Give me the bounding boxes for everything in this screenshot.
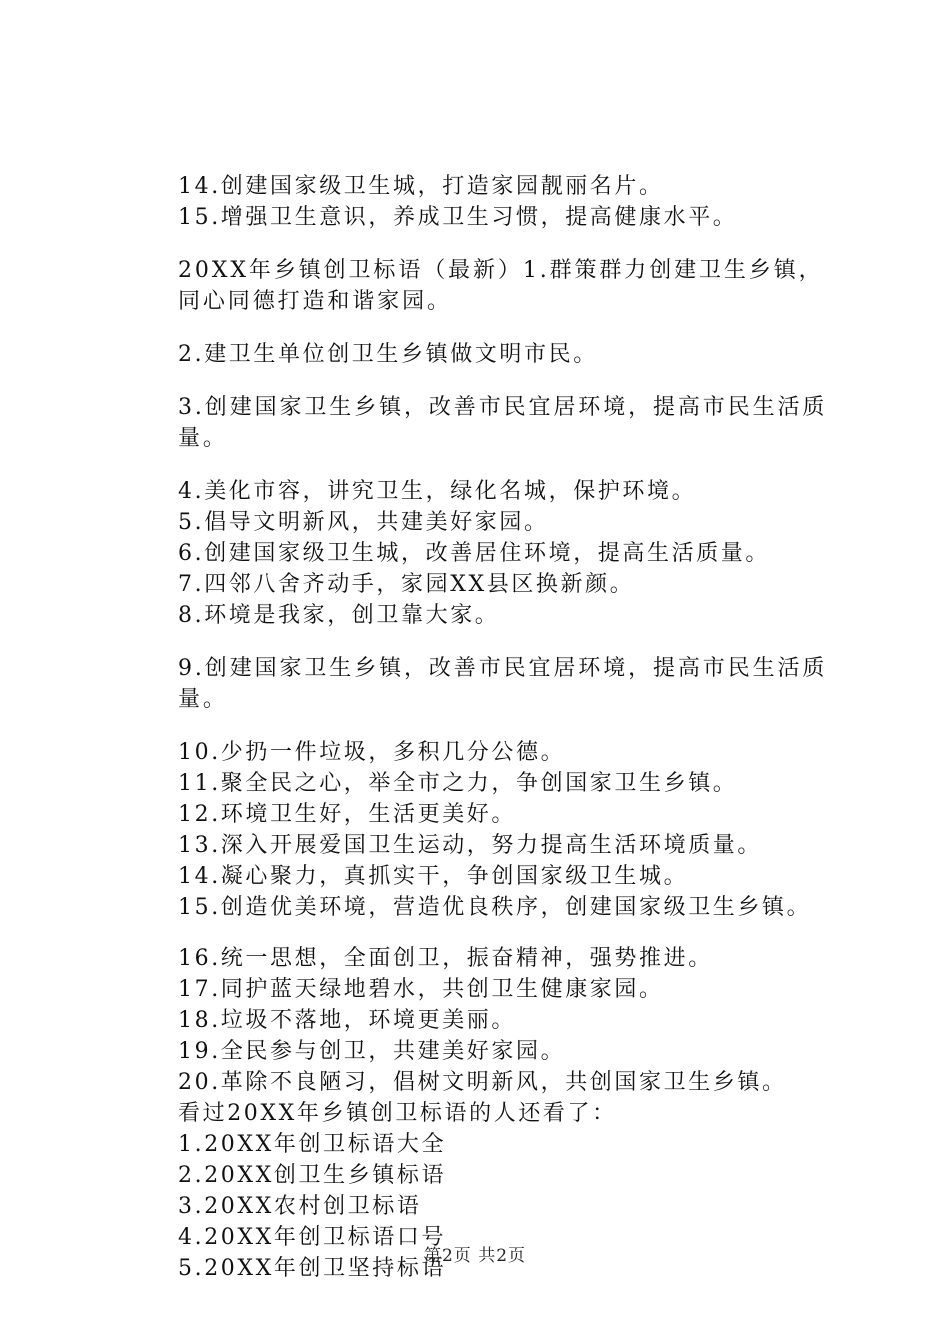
document-body [128,171,838,1284]
slogan-line: 15.创造优美环境，营造优良秩序，创建国家级卫生乡镇。 [178,895,812,920]
slogan-paragraph: 9.创建国家卫生乡镇，改善市民宜居环境，提高市民生活质量。 [178,656,828,712]
section-heading-paragraph: 20XX年乡镇创卫标语（最新）1.群策群力创建卫生乡镇，同心同德打造和谐家园。 [178,258,824,314]
related-item: 5.20XX年创卫坚持标语 [178,1256,447,1281]
related-item: 2.20XX创卫生乡镇标语 [178,1163,447,1188]
slogan-line: 8.环境是我家，创卫靠大家。 [178,603,500,628]
slogan-line: 10.少扔一件垃圾，多积几分公德。 [178,740,566,765]
slogan-line: 18.垃圾不落地，环境更美丽。 [178,1008,516,1033]
related-item: 3.20XX农村创卫标语 [178,1194,422,1219]
slogan-line: 16.统一思想，全面创卫，振奋精神，强势推进。 [178,946,713,971]
slogan-line: 12.环境卫生好，生活更美好。 [178,802,516,827]
slogan-paragraph: 3.创建国家卫生乡镇，改善市民宜居环境，提高市民生活质量。 [178,395,828,451]
slogan-line: 20.革除不良陋习，倡树文明新风，共创国家卫生乡镇。 [178,1070,787,1095]
slogan-line: 11.聚全民之心，举全市之力，争创国家卫生乡镇。 [178,771,738,796]
slogan-line: 2.建卫生单位创卫生乡镇做文明市民。 [178,342,598,367]
slogan-line: 6.创建国家级卫生城，改善居住环境，提高生活质量。 [178,541,770,566]
slogan-line: 7.四邻八舍齐动手，家园XX县区换新颜。 [178,572,635,597]
slogan-line: 5.倡导文明新风，共建美好家园。 [178,510,549,535]
slogan-line: 14.创建国家级卫生城，打造家园靓丽名片。 [178,174,664,199]
slogan-line: 14.凝心聚力，真抓实干，争创国家级卫生城。 [178,864,689,889]
slogan-line: 13.深入开展爱国卫生运动，努力提高生活环境质量。 [178,833,762,858]
paragraph-gap [128,923,838,943]
related-heading: 看过20XX年乡镇创卫标语的人还看了： [178,1101,617,1126]
related-item: 1.20XX年创卫标语大全 [178,1132,447,1157]
slogan-line: 4.美化市容，讲究卫生，绿化名城，保护环境。 [178,479,697,504]
related-item: 4.20XX年创卫标语口号 [178,1225,447,1250]
slogan-line: 19.全民参与创卫，共建美好家园。 [178,1039,566,1064]
slogan-line: 15.增强卫生意识，养成卫生习惯，提高健康水平。 [178,205,738,230]
page-number: 第2页 共2页 [423,1246,527,1266]
slogan-line: 17.同护蓝天绿地碧水，共创卫生健康家园。 [178,977,664,1002]
